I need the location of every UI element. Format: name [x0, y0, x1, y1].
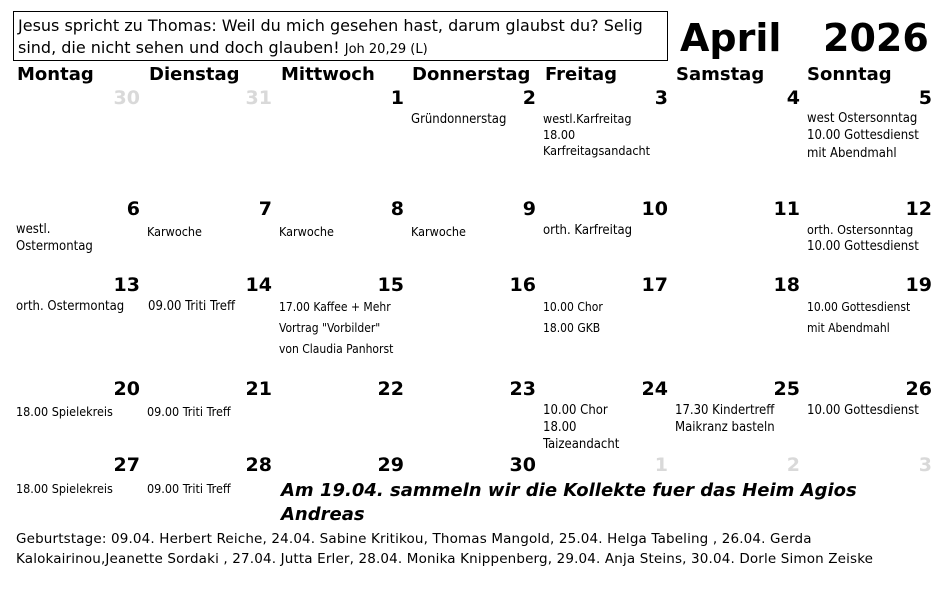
event-entry: 17.30 Kindertreff	[675, 403, 775, 418]
day-number: 29	[377, 454, 404, 476]
birthdays-list: Geburtstage: 09.04. Herbert Reiche, 24.04. Sabine Kritikou, Thomas Mangold, 25.04. Helga Tabeling , 26.04. Gerda Kalokairinou,Jeanette Sordaki , 27.04. Jutta Erler, 28.04. Monika Knippenberg, 29.04. Anja Steins, 30.04. Dorle Simon Zeiske	[16, 531, 874, 567]
event-entry: 18.00	[543, 127, 576, 142]
day-number: 17	[641, 274, 668, 296]
event-entry: 09.00 Triti Treff	[148, 299, 236, 314]
event-entry: 10.00 Gottesdienst	[807, 403, 919, 418]
day-number: 7	[258, 198, 272, 220]
day-number: 11	[773, 198, 800, 220]
weekday-monday: Montag	[17, 64, 94, 85]
day-number: 14	[245, 274, 272, 296]
event-entry: 10.00 Gottesdienst	[807, 300, 911, 314]
event-entry: orth. Ostersonntag	[807, 222, 914, 237]
weekday-thursday: Donnerstag	[412, 64, 531, 85]
weekday-sunday: Sonntag	[807, 64, 892, 85]
year-title: 2026	[823, 16, 929, 60]
collection-note: Am 19.04. sammeln wir die Kollekte fuer das Heim Agios Andreas	[281, 480, 857, 525]
day-number: 2	[786, 454, 800, 476]
day-number: 2	[522, 87, 536, 109]
day-number: 23	[509, 378, 536, 400]
day-number: 1	[390, 87, 404, 109]
event-entry: westl.	[16, 222, 51, 237]
weekday-tuesday: Dienstag	[149, 64, 240, 85]
day-number: 22	[377, 378, 404, 400]
day-number: 5	[918, 87, 932, 109]
day-number: 12	[905, 198, 932, 220]
event-entry: 09.00 Triti Treff	[147, 481, 231, 496]
day-number: 10	[641, 198, 668, 220]
day-number: 3	[654, 87, 668, 109]
day-number: 15	[377, 274, 404, 296]
event-entry: Karwoche	[411, 224, 466, 239]
weekday-friday: Freitag	[545, 64, 618, 85]
event-entry: Karfreitagsandacht	[543, 143, 651, 158]
day-number: 3	[918, 454, 932, 476]
day-number: 30	[509, 454, 536, 476]
day-number: 26	[905, 378, 932, 400]
day-number: 27	[113, 454, 140, 476]
day-number: 25	[773, 378, 800, 400]
event-entry: Gründonnerstag	[411, 112, 507, 127]
day-number: 1	[654, 454, 668, 476]
event-entry: 18.00 Spielekreis	[16, 404, 113, 419]
event-entry: orth. Ostermontag	[16, 299, 125, 314]
event-entry: mit Abendmahl	[807, 321, 890, 335]
weekday-wednesday: Mittwoch	[281, 64, 375, 85]
event-entry: 18.00 Spielekreis	[16, 481, 113, 496]
event-entry: von Claudia Panhorst	[279, 342, 394, 356]
event-entry: 10.00 Gottesdienst	[807, 239, 919, 254]
day-number: 24	[641, 378, 668, 400]
day-number: 19	[905, 274, 932, 296]
event-entry: 18.00	[543, 420, 577, 435]
day-number: 31	[245, 87, 272, 109]
event-entry: 09.00 Triti Treff	[147, 404, 231, 419]
event-entry: Taizeandacht	[543, 437, 620, 452]
event-entry: 10.00 Chor	[543, 403, 608, 418]
event-entry: Karwoche	[279, 224, 334, 239]
event-entry: Vortrag "Vorbilder"	[279, 321, 381, 335]
day-number: 18	[773, 274, 800, 296]
event-entry: mit Abendmahl	[807, 146, 897, 161]
day-number: 21	[245, 378, 272, 400]
day-number: 6	[126, 198, 140, 220]
month-title: April	[680, 16, 782, 60]
day-number: 4	[786, 87, 800, 109]
day-number: 20	[113, 378, 140, 400]
event-entry: Maikranz basteln	[675, 420, 775, 435]
day-number: 30	[113, 87, 140, 109]
event-entry: Ostermontag	[16, 239, 93, 254]
verse-text: Jesus spricht zu Thomas: Weil du mich gesehen hast, darum glaubst du? Selig sind, die nicht sehen und doch glauben!	[18, 16, 643, 57]
day-number: 8	[390, 198, 404, 220]
bible-verse-box	[13, 11, 668, 61]
day-number: 9	[522, 198, 536, 220]
event-entry: 10.00 Gottesdienst	[807, 128, 919, 143]
event-entry: 18.00 GKB	[543, 321, 601, 335]
day-number: 16	[509, 274, 536, 296]
event-entry: west Ostersonntag	[807, 111, 918, 126]
verse-reference: Joh 20,29 (L)	[344, 42, 428, 57]
day-number: 28	[245, 454, 272, 476]
event-entry: 17.00 Kaffee + Mehr	[279, 300, 391, 314]
event-entry: 10.00 Chor	[543, 300, 603, 314]
day-number: 13	[113, 274, 140, 296]
event-entry: Karwoche	[147, 224, 202, 239]
event-entry: orth. Karfreitag	[543, 223, 633, 238]
weekday-saturday: Samstag	[676, 64, 765, 85]
event-entry: westl.Karfreitag	[543, 111, 632, 126]
